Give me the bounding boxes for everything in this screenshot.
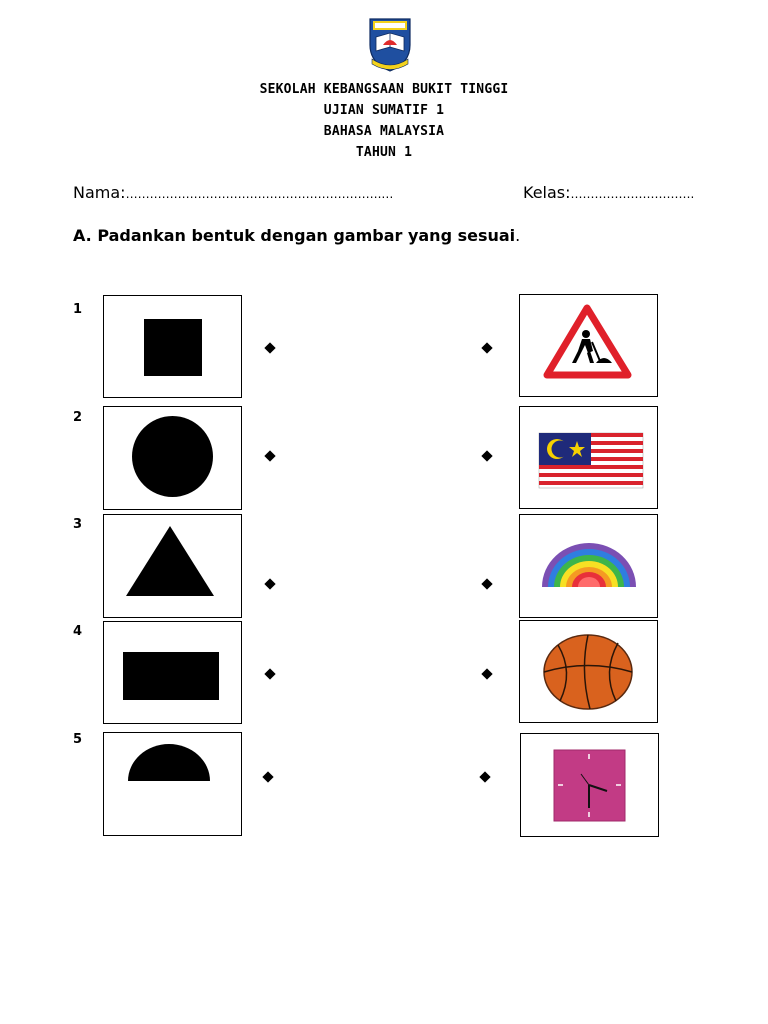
picture-box-5[interactable] — [520, 733, 659, 837]
kelas-field — [523, 183, 694, 202]
item-number-4: 4 — [73, 624, 83, 639]
subject-title: BAHASA MALAYSIA — [323, 124, 445, 139]
square-clock-icon — [521, 734, 658, 836]
exam-title: UJIAN SUMATIF 1 — [323, 103, 445, 118]
left-match-dot-4[interactable] — [264, 668, 275, 679]
semicircle-icon — [104, 733, 241, 835]
malaysia-flag-icon — [520, 407, 657, 508]
item-number-3: 3 — [73, 517, 83, 532]
item-number-1: 1 — [73, 302, 83, 317]
right-match-dot-2[interactable] — [481, 450, 492, 461]
left-match-dot-1[interactable] — [264, 342, 275, 353]
roadwork-sign-icon — [520, 295, 657, 396]
school-logo — [366, 15, 414, 73]
right-match-dot-5[interactable] — [479, 771, 490, 782]
instruction: A. Padankan bentuk dengan gambar yang sesuai. — [73, 226, 521, 245]
picture-box-4[interactable] — [519, 620, 658, 723]
basketball-icon — [520, 621, 657, 722]
nama-field — [73, 183, 393, 202]
kelas-blank[interactable]: …………………………. — [570, 187, 695, 201]
picture-box-1[interactable] — [519, 294, 658, 397]
instruction-text: Padankan bentuk dengan gambar yang sesuai — [91, 226, 516, 245]
right-match-dot-3[interactable] — [481, 578, 492, 589]
square-icon — [144, 319, 202, 376]
left-match-dot-3[interactable] — [264, 578, 275, 589]
nama-blank[interactable]: ……………………………………………………….… — [125, 187, 394, 201]
left-match-dot-5[interactable] — [262, 771, 273, 782]
shape-box-1[interactable] — [103, 295, 242, 398]
rainbow-icon — [520, 515, 657, 617]
shape-box-3[interactable] — [103, 514, 242, 618]
shape-box-4[interactable] — [103, 621, 242, 724]
circle-icon — [132, 416, 213, 497]
school-name: SEKOLAH KEBANGSAAN BUKIT TINGGI — [259, 82, 509, 97]
kelas-label: Kelas: — [523, 183, 571, 202]
picture-box-2[interactable] — [519, 406, 658, 509]
right-match-dot-4[interactable] — [481, 668, 492, 679]
picture-box-3[interactable] — [519, 514, 658, 618]
instruction-letter: A. — [73, 226, 92, 245]
rectangle-icon — [123, 652, 219, 700]
shape-box-5[interactable] — [103, 732, 242, 836]
nama-label: Nama: — [73, 183, 126, 202]
triangle-icon — [104, 515, 241, 617]
item-number-5: 5 — [73, 732, 83, 747]
left-match-dot-2[interactable] — [264, 450, 275, 461]
item-number-2: 2 — [73, 410, 83, 425]
year-title: TAHUN 1 — [355, 145, 413, 160]
shape-box-2[interactable] — [103, 406, 242, 510]
right-match-dot-1[interactable] — [481, 342, 492, 353]
